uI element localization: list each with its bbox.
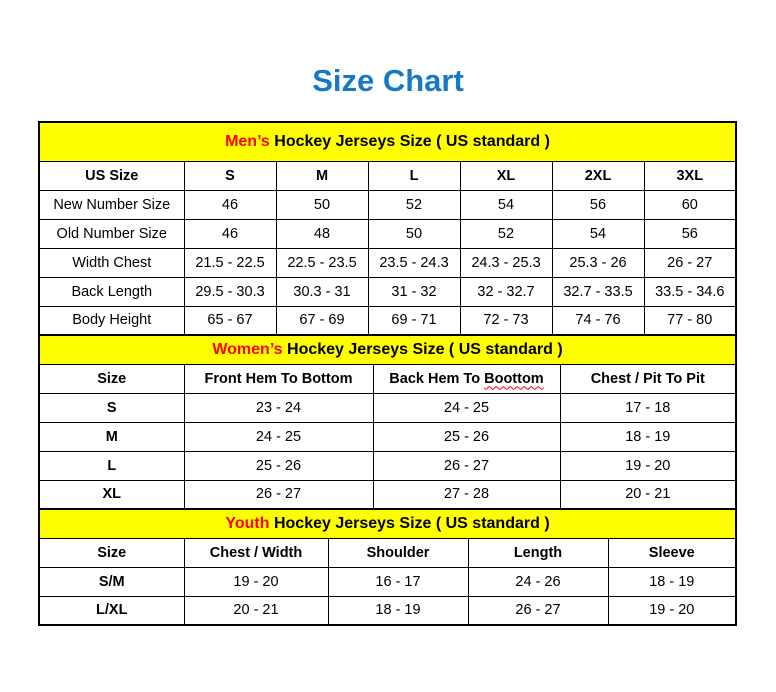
mens-row-label: Back Length (39, 277, 184, 306)
womens-size-value: 24 - 25 (184, 422, 373, 451)
mens-table-title-band (39, 122, 736, 161)
mens-size-value: 69 - 71 (368, 306, 460, 335)
misspelled-word: Boottom (484, 370, 544, 387)
womens-size-table (38, 334, 737, 510)
mens-size-value: 32 - 32.7 (460, 277, 552, 306)
youth-table-title-band (39, 509, 736, 538)
youth-row-label: S/M (39, 567, 184, 596)
mens-size-value: 29.5 - 30.3 (184, 277, 276, 306)
womens-size-value: 26 - 27 (184, 480, 373, 509)
mens-size-value: 52 (368, 190, 460, 219)
mens-band-text: Hockey Jerseys Size ( US standard ) (269, 132, 550, 150)
mens-size-value: 67 - 69 (276, 306, 368, 335)
womens-size-value: 20 - 21 (560, 480, 736, 509)
youth-column-header-2: Shoulder (328, 538, 468, 567)
mens-size-value: 52 (460, 219, 552, 248)
mens-size-value: 54 (460, 190, 552, 219)
womens-size-value: 24 - 25 (373, 393, 560, 422)
youth-size-value: 19 - 20 (608, 596, 736, 625)
womens-row-label: L (39, 451, 184, 480)
mens-column-header-0: US Size (39, 161, 184, 190)
womens-column-header-0: Size (39, 364, 184, 393)
womens-row-label: S (39, 393, 184, 422)
mens-size-value: 56 (644, 219, 736, 248)
youth-size-value: 18 - 19 (328, 596, 468, 625)
womens-band-text: Hockey Jerseys Size ( US standard ) (282, 340, 563, 358)
youth-row-label: L/XL (39, 596, 184, 625)
mens-band-highlight: Men’s (225, 132, 270, 150)
mens-column-header-1: S (184, 161, 276, 190)
mens-size-table (38, 121, 737, 336)
mens-table-row (39, 306, 736, 335)
youth-column-header-3: Length (468, 538, 608, 567)
youth-column-header-1: Chest / Width (184, 538, 328, 567)
youth-header-row (39, 538, 736, 567)
womens-table-title-band (39, 335, 736, 364)
mens-column-header-5: 2XL (552, 161, 644, 190)
mens-header-row (39, 161, 736, 190)
womens-column-header-3: Chest / Pit To Pit (560, 364, 736, 393)
youth-column-header-4: Sleeve (608, 538, 736, 567)
womens-size-value: 23 - 24 (184, 393, 373, 422)
womens-column-header-2: Back Hem To Boottom (373, 364, 560, 393)
mens-size-value: 72 - 73 (460, 306, 552, 335)
size-chart-page (0, 62, 776, 692)
mens-size-value: 46 (184, 219, 276, 248)
mens-row-label: Width Chest (39, 248, 184, 277)
womens-band-highlight: Women’s (212, 340, 283, 358)
mens-size-value: 65 - 67 (184, 306, 276, 335)
mens-row-label: Body Height (39, 306, 184, 335)
mens-column-header-3: L (368, 161, 460, 190)
mens-size-value: 31 - 32 (368, 277, 460, 306)
mens-size-value: 56 (552, 190, 644, 219)
womens-size-value: 27 - 28 (373, 480, 560, 509)
mens-size-value: 46 (184, 190, 276, 219)
youth-size-value: 16 - 17 (328, 567, 468, 596)
womens-table-row (39, 393, 736, 422)
womens-size-value: 26 - 27 (373, 451, 560, 480)
youth-band-row (39, 509, 736, 538)
mens-size-value: 25.3 - 26 (552, 248, 644, 277)
youth-size-value: 18 - 19 (608, 567, 736, 596)
mens-column-header-4: XL (460, 161, 552, 190)
womens-size-value: 19 - 20 (560, 451, 736, 480)
mens-size-value: 23.5 - 24.3 (368, 248, 460, 277)
youth-size-value: 19 - 20 (184, 567, 328, 596)
mens-size-value: 50 (368, 219, 460, 248)
mens-size-value: 50 (276, 190, 368, 219)
mens-band-row (39, 122, 736, 161)
youth-size-table (38, 508, 737, 626)
womens-table-row (39, 451, 736, 480)
youth-band-text: Hockey Jerseys Size ( US standard ) (269, 514, 550, 532)
youth-size-value: 20 - 21 (184, 596, 328, 625)
womens-table-row (39, 422, 736, 451)
mens-size-value: 22.5 - 23.5 (276, 248, 368, 277)
mens-table-row (39, 248, 736, 277)
mens-size-value: 32.7 - 33.5 (552, 277, 644, 306)
mens-size-value: 33.5 - 34.6 (644, 277, 736, 306)
womens-size-value: 25 - 26 (184, 451, 373, 480)
mens-size-value: 30.3 - 31 (276, 277, 368, 306)
mens-size-value: 77 - 80 (644, 306, 736, 335)
mens-size-value: 54 (552, 219, 644, 248)
youth-size-value: 24 - 26 (468, 567, 608, 596)
youth-table-row (39, 567, 736, 596)
womens-header-row (39, 364, 736, 393)
mens-size-value: 74 - 76 (552, 306, 644, 335)
mens-column-header-6: 3XL (644, 161, 736, 190)
mens-size-value: 26 - 27 (644, 248, 736, 277)
youth-table-row (39, 596, 736, 625)
mens-row-label: Old Number Size (39, 219, 184, 248)
size-tables-container (38, 121, 735, 626)
mens-column-header-2: M (276, 161, 368, 190)
youth-size-value: 26 - 27 (468, 596, 608, 625)
womens-size-value: 18 - 19 (560, 422, 736, 451)
youth-band-highlight: Youth (225, 514, 270, 532)
womens-table-row (39, 480, 736, 509)
mens-size-value: 24.3 - 25.3 (460, 248, 552, 277)
womens-row-label: XL (39, 480, 184, 509)
mens-size-value: 60 (644, 190, 736, 219)
womens-size-value: 17 - 18 (560, 393, 736, 422)
mens-table-row (39, 219, 736, 248)
womens-row-label: M (39, 422, 184, 451)
youth-column-header-0: Size (39, 538, 184, 567)
womens-size-value: 25 - 26 (373, 422, 560, 451)
mens-table-row (39, 190, 736, 219)
mens-size-value: 21.5 - 22.5 (184, 248, 276, 277)
mens-size-value: 48 (276, 219, 368, 248)
mens-row-label: New Number Size (39, 190, 184, 219)
mens-table-row (39, 277, 736, 306)
womens-band-row (39, 335, 736, 364)
page-title: Size Chart (312, 63, 464, 98)
womens-column-header-1: Front Hem To Bottom (184, 364, 373, 393)
